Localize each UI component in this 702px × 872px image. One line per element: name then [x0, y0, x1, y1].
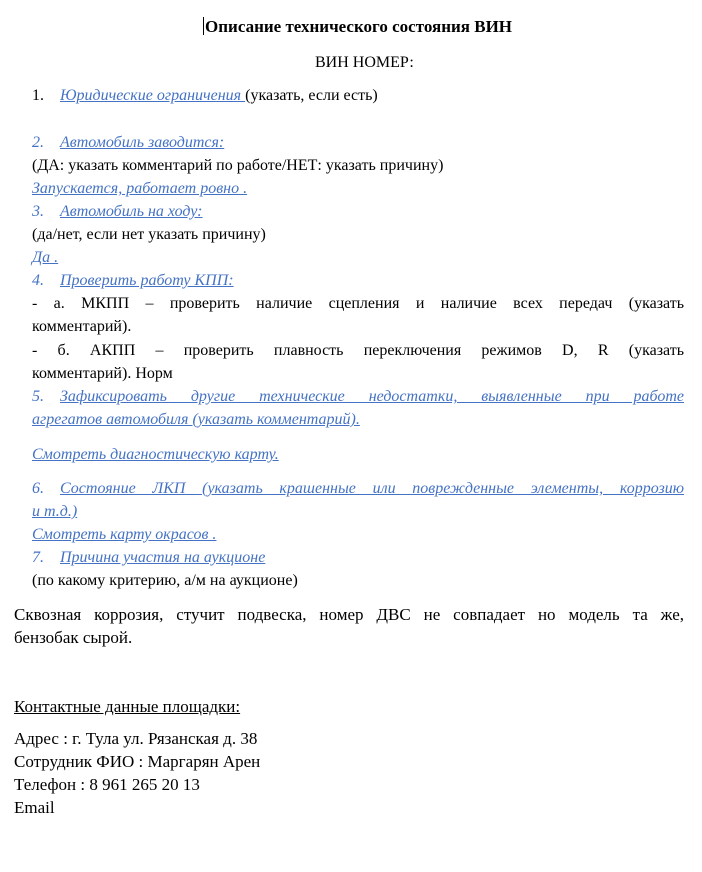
item-5-label-text-1: Зафиксировать другие технические недостатки, выявленные при работе: [60, 388, 684, 405]
item-3-number: 3.: [32, 203, 44, 220]
item-4-label: Проверить работу КПП:: [60, 272, 234, 289]
item-5-label-line-2: агрегатов автомобиля (указать комментарий).: [32, 411, 360, 428]
item-2-answer: Запускается, работает ровно .: [32, 180, 248, 197]
item-2-number: 2.: [32, 134, 44, 151]
item-5-number: 5.: [32, 388, 44, 405]
item-7-number: 7.: [32, 549, 44, 566]
item-7-label: Причина участия на аукционе: [60, 549, 266, 566]
item-2-hint: (ДА: указать комментарий по работе/НЕТ: указать причину): [32, 157, 444, 174]
item-4: [32, 271, 234, 291]
item-5-label-line-1: [32, 387, 684, 407]
contact-address: Адрес : г. Тула ул. Рязанская д. 38: [14, 729, 258, 748]
item-4-manual-line-2: комментарий).: [32, 318, 132, 335]
item-7-hint: (по какому критерию, а/м на аукционе): [32, 572, 298, 589]
contact-employee: Сотрудник ФИО : Маргарян Арен: [14, 752, 261, 771]
contact-phone: Телефон : 8 961 265 20 13: [14, 775, 200, 794]
item-4-manual-line-1: - а. МКПП – проверить наличие сцепления и наличие всех передач (указать: [32, 295, 684, 312]
item-3-answer: Да .: [32, 249, 59, 266]
item-1: [32, 86, 378, 106]
contact-email: Email: [14, 798, 55, 817]
item-6-answer: Смотреть карту окрасов .: [32, 526, 217, 543]
item-3-label: Автомобиль на ходу:: [60, 203, 203, 220]
item-3-hint: (да/нет, если нет указать причину): [32, 226, 266, 243]
contacts-heading: Контактные данные площадки:: [14, 697, 241, 716]
page-title: Описание технического состояния ВИН: [205, 17, 513, 36]
item-6-label-line-1: [32, 479, 684, 499]
item-6-label-line-2: и т.д.): [32, 503, 78, 520]
item-6-label-text-1: Состояние ЛКП (указать крашенные или поврежденные элементы, коррозию: [60, 480, 684, 497]
item-4-automatic-line-1: - б. АКПП – проверить плавность переключения режимов D, R (указать: [32, 342, 684, 359]
text-cursor: [203, 17, 204, 35]
item-7-answer-line-1: Сквозная коррозия, стучит подвеска, номер ДВС не совпадает но модель та же,: [14, 605, 684, 624]
item-3: [32, 202, 203, 222]
item-4-number: 4.: [32, 272, 44, 289]
item-1-hint: (указать, если есть): [245, 87, 378, 104]
item-7-answer-line-2: бензобак сырой.: [14, 628, 133, 647]
item-7: [32, 548, 265, 568]
vin-number-label: ВИН НОМЕР:: [315, 54, 414, 71]
item-4-automatic-line-2: комментарий). Норм: [32, 365, 173, 382]
item-6-number: 6.: [32, 480, 44, 497]
item-5-answer: Смотреть диагностическую карту.: [32, 446, 279, 463]
item-2-label: Автомобиль заводится:: [60, 134, 225, 151]
item-1-number: 1.: [32, 87, 44, 104]
item-2: [32, 133, 224, 153]
item-1-label: Юридические ограничения: [60, 87, 246, 104]
